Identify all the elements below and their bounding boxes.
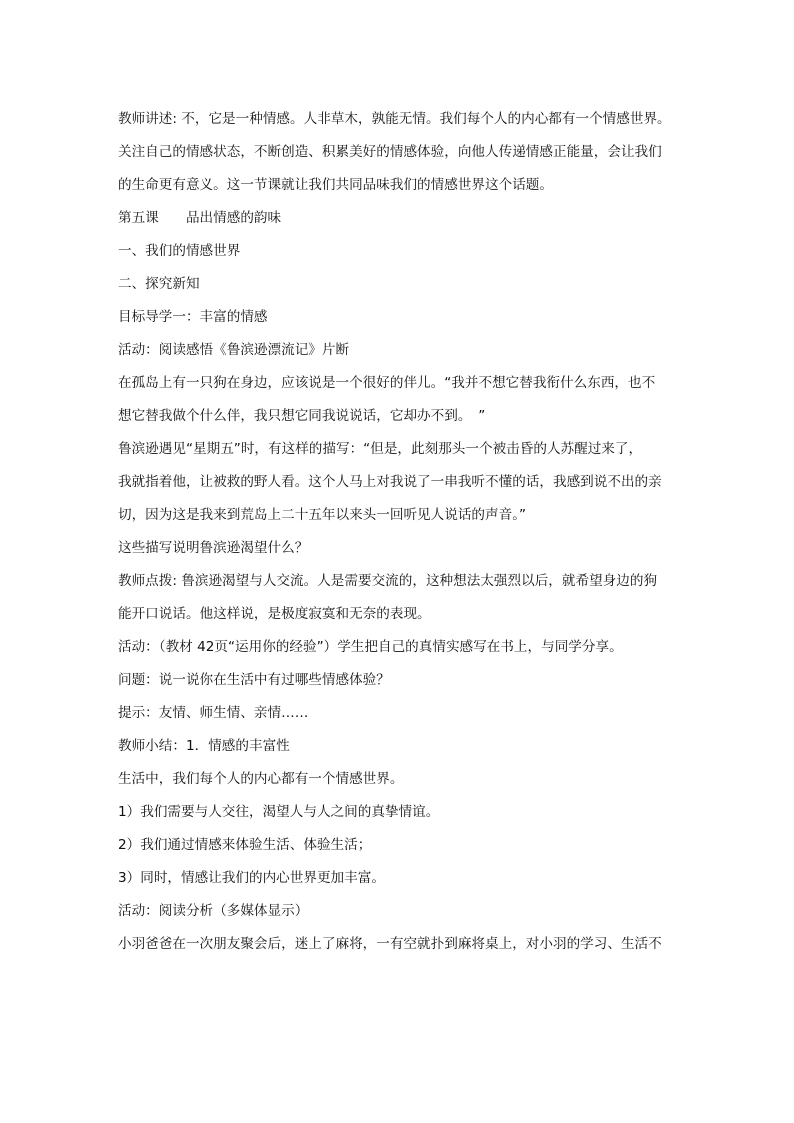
section-heading: 一、我们的情感世界 bbox=[118, 243, 241, 259]
paragraph-line: 的生命更有意义。这一节课就让我们共同品味我们的情感世界这个话题。 bbox=[118, 177, 553, 193]
paragraph-line: 在孤岛上有一只狗在身边，应该说是一个很好的伴儿。“我并不想它替我衔什么东西，也不 bbox=[118, 375, 656, 391]
list-item: 2）我们通过情感来体验生活、体验生活； bbox=[118, 837, 372, 853]
goal-heading: 目标导学一：丰富的情感 bbox=[118, 309, 268, 325]
activity-line: 活动：（教材 42页“运用你的经验”）学生把自己的真情实感写在书上，与同学分享。 bbox=[118, 639, 623, 655]
paragraph-line: 切，因为这是我来到荒岛上二十五年以来头一回听见人说话的声音。” bbox=[118, 507, 527, 523]
question-line: 这些描写说明鲁滨逊渴望什么？ bbox=[118, 540, 309, 556]
question-line: 问题：说一说你在生活中有过哪些情感体验？ bbox=[118, 672, 390, 688]
lesson-title: 第五课 品出情感的韵味 bbox=[118, 210, 282, 226]
paragraph-line: 生活中，我们每个人的内心都有一个情感世界。 bbox=[118, 771, 404, 787]
activity-line: 活动：阅读分析（多媒体显示） bbox=[118, 903, 309, 919]
paragraph-line: 小羽爸爸在一次朋友聚会后，迷上了麻将，一有空就扑到麻将桌上，对小羽的学习、生活不 bbox=[118, 936, 662, 952]
summary-heading: 教师小结：1．情感的丰富性 bbox=[118, 738, 290, 754]
section-heading: 二、探究新知 bbox=[118, 276, 200, 292]
paragraph-line: 想它替我做个什么伴，我只想它同我说说话，它却办不到。 ” bbox=[118, 408, 486, 424]
document-body bbox=[118, 106, 678, 964]
list-item: 1）我们需要与人交往，渴望人与人之间的真挚情谊。 bbox=[118, 804, 440, 820]
paragraph-line: 教师点拨: 鲁滨逊渴望与人交流。人是需要交流的，这种想法太强烈以后，就希望身边的狗 bbox=[118, 573, 658, 589]
list-item: 3）同时，情感让我们的内心世界更加丰富。 bbox=[118, 870, 385, 886]
paragraph-line: 教师讲述: 不，它是一种情感。人非草木，孰能无情。我们每个人的内心都有一个情感世界。 bbox=[118, 111, 671, 127]
hint-line: 提示：友情、师生情、亲情…… bbox=[118, 705, 309, 721]
paragraph-line: 鲁滨逊遇见“星期五”时，有这样的描写：“但是，此刻那头一个被击昏的人苏醒过来了， bbox=[118, 441, 643, 457]
paragraph-line: 我就指着他，让被救的野人看。这个人马上对我说了一串我听不懂的话，我感到说不出的亲 bbox=[118, 474, 662, 490]
paragraph-line: 关注自己的情感状态，不断创造、积累美好的情感体验，向他人传递情感正能量，会让我们 bbox=[118, 144, 662, 160]
paragraph-line: 能开口说话。他这样说，是极度寂寞和无奈的表现。 bbox=[118, 606, 431, 622]
activity-line: 活动：阅读感悟《鲁滨逊漂流记》片断 bbox=[118, 342, 350, 358]
